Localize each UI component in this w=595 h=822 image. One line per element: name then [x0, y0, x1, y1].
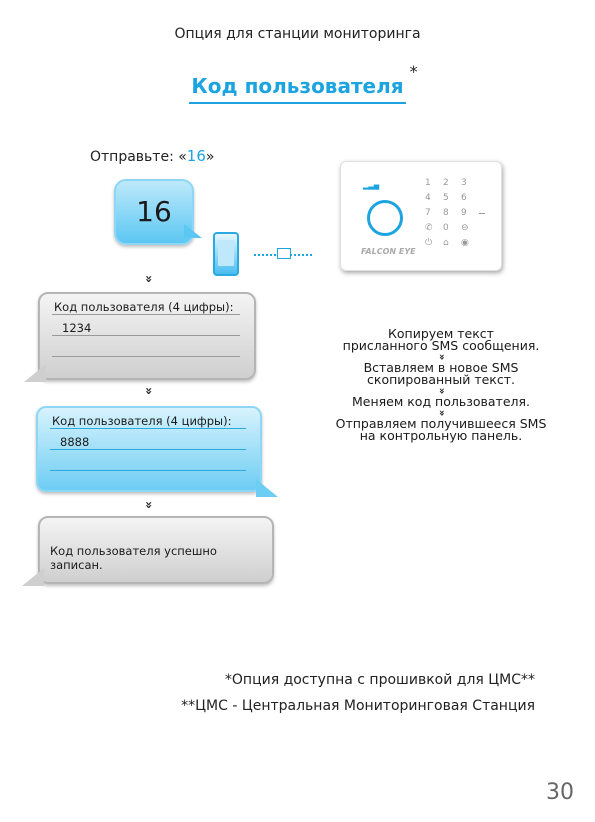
sms-bubble-3: [38, 516, 274, 584]
chevron-down-icon: »: [142, 387, 156, 395]
sms-bubble-3-tail: [22, 568, 44, 586]
sms2-value: 8888: [60, 435, 90, 449]
panel-dash: [479, 213, 485, 214]
command-bubble-number: 16: [136, 195, 172, 228]
page-number: 30: [546, 780, 574, 805]
command-bubble: [114, 179, 194, 245]
step-text: скопированный текст.: [367, 372, 515, 387]
section-title: [0, 62, 595, 104]
chevron-down-icon: »: [142, 275, 156, 283]
sms-bubble-1: [38, 292, 256, 380]
chevron-down-icon: »: [142, 501, 156, 509]
send-prefix: Отправьте: «: [90, 149, 187, 165]
key: 5: [443, 193, 449, 203]
step-text: Вставляем в новое SMS: [363, 360, 519, 375]
sms-bubble-2: [36, 406, 262, 492]
sms-bubble-2-tail: [256, 479, 278, 497]
key: 2: [443, 178, 449, 188]
chevron-down-icon: »: [436, 353, 447, 361]
section-title-text: Код пользователя: [189, 74, 405, 104]
page-header: Опция для станции мониторинга: [174, 26, 421, 42]
step-text: Меняем код пользователя.: [351, 394, 531, 409]
key-phone-icon: ✆: [425, 223, 433, 233]
chevron-down-icon: »: [436, 409, 447, 417]
key-arm-icon: ◉: [461, 238, 469, 248]
sms1-value: 1234: [62, 321, 92, 335]
send-instruction: [90, 147, 214, 165]
ring-icon: [367, 200, 403, 236]
key-power-icon: ⏻: [425, 238, 433, 248]
phone-icon: [213, 232, 239, 276]
sms1-label: Код пользователя (4 цифры):: [54, 300, 234, 314]
key: 7: [425, 208, 431, 218]
step-text: Копируем текст: [388, 326, 494, 341]
instruction-steps: [326, 328, 556, 442]
step-text: присланного SMS сообщения.: [342, 338, 540, 353]
key-minus-icon: ⊖: [461, 223, 469, 233]
step-text: на контрольную панель.: [359, 428, 523, 443]
key: 4: [425, 193, 431, 203]
key: 1: [425, 178, 431, 188]
sms-bubble-1-tail: [24, 364, 46, 382]
sms3-text: Код пользователя успешно записан.: [50, 544, 217, 572]
envelope-icon: [277, 248, 291, 259]
panel-brand: FALCON EYE: [361, 247, 416, 256]
command-bubble-tail: [184, 224, 202, 238]
title-footnote-mark: *: [409, 62, 418, 81]
signal-icon: ▂▃▅: [363, 182, 380, 190]
keypad: [425, 178, 477, 248]
key-home-icon: ⌂: [443, 238, 449, 248]
chevron-down-icon: »: [436, 387, 447, 395]
key: 0: [443, 223, 449, 233]
key: 3: [461, 178, 467, 188]
send-suffix: »: [205, 149, 215, 165]
footnote-2: **ЦМС - Центральная Мониторинговая Станция: [181, 698, 535, 714]
step-text: Отправляем получившееся SMS: [335, 416, 547, 431]
control-panel-illustration: [340, 161, 502, 271]
sms2-label: Код пользователя (4 цифры):: [52, 414, 232, 428]
send-command: 16: [186, 147, 206, 165]
footnote-1: *Опция доступна с прошивкой для ЦМС**: [224, 672, 535, 688]
key: 6: [461, 193, 467, 203]
key: 8: [443, 208, 449, 218]
key: 9: [461, 208, 467, 218]
